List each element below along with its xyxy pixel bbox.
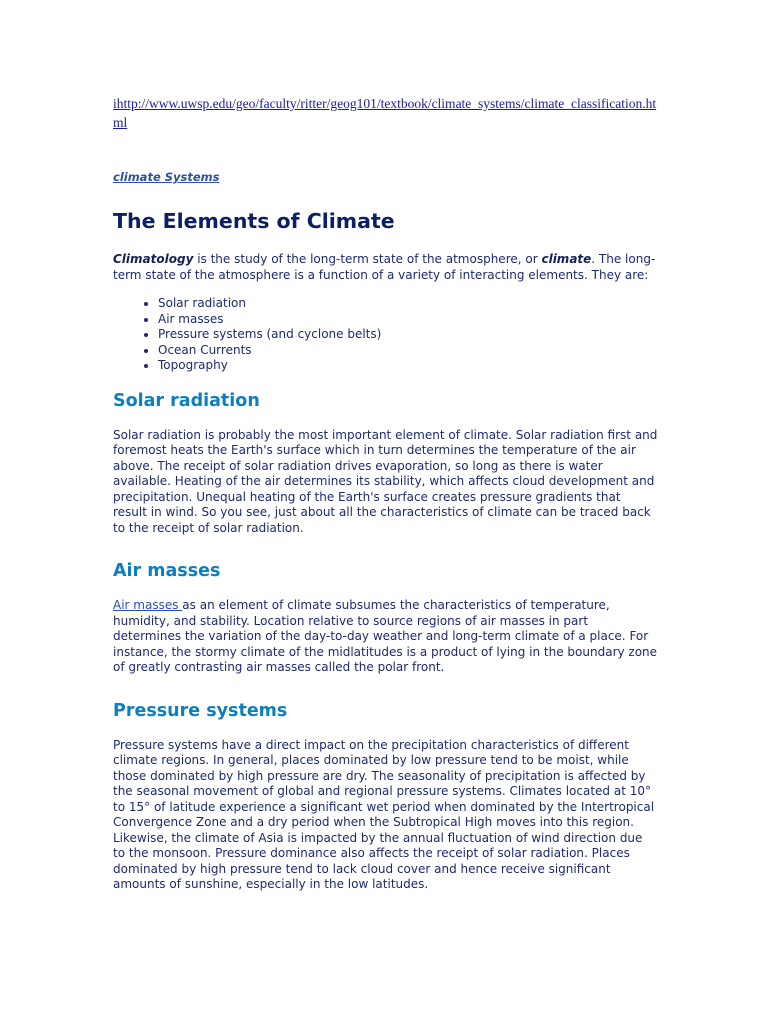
list-item: • Topography (158, 358, 658, 374)
elements-list (113, 296, 658, 374)
air-masses-text: as an element of climate subsumes the characteristics of temperature, humidity, and stability. Location relative to source regions of air masses in part determines the variation of the day-to-day weather and long-term climate of a place. For instance, the stormy climate of the midlatitudes is a product of lying in the boundary zone of greatly contrasting air masses called the polar front. (113, 598, 658, 674)
pressure-systems-paragraph: Pressure systems have a direct impact on the precipitation characteristics of different climate regions. In general, places dominated by low pressure tend to be moist, while those dominated by high pressure are dry. The seasonality of precipitation is affected by the seasonal movement of global and regional pressure systems. Climates located at 10° to 15° of latitude experience a significant wet period when dominated by the Intertropical Convergence Zone and a dry period when the Subtropical High moves into this region. Likewise, the climate of Asia is impacted by the annual fluctuation of wind direction due to the monsoon. Pressure dominance also affects the receipt of solar radiation. Places dominated by high pressure tend to lack cloud cover and hence receive significant amounts of sunshine, especially in the low latitudes. (113, 737, 655, 891)
intro-text-1: is the study of the long-term state of the atmosphere, or (193, 252, 542, 266)
climate-systems-link[interactable]: climate Systems (113, 170, 220, 184)
solar-radiation-heading: Solar radiation (113, 390, 260, 411)
list-item: • Solar radiation (158, 296, 658, 312)
page-title: The Elements of Climate (113, 209, 395, 233)
list-item: • Pressure systems (and cyclone belts) (158, 327, 658, 343)
air-masses-paragraph (113, 598, 658, 676)
intro-text-2: . The long-term state of the atmosphere is a function of a variety of interacting elements. They are: (113, 252, 656, 282)
pressure-systems-heading: Pressure systems (113, 700, 288, 721)
list-item: • Air masses (158, 312, 658, 328)
climate-term: climate (541, 252, 592, 266)
source-url-link[interactable]: ihttp://www.uwsp.edu/geo/faculty/ritter/geog101/textbook/climate_systems/climate_classification.html (113, 96, 657, 130)
air-masses-heading: Air masses (113, 561, 221, 581)
document-page (113, 94, 658, 893)
solar-radiation-paragraph: Solar radiation is probably the most important element of climate. Solar radiation first and foremost heats the Earth's surface which in turn determines the temperature of the air above. The receipt of solar radiation drives evaporation, so long as there is water available. Heating of the air determines its stability, which affects cloud development and precipitation. Unequal heating of the Earth's surface creates pressure gradients that result in wind. So you see, just about all the characteristics of climate can be traced back to the receipt of solar radiation. (113, 427, 658, 535)
air-masses-link[interactable]: Air masses (113, 598, 183, 612)
climatology-term: Climatology (113, 252, 194, 266)
intro-paragraph (113, 252, 658, 283)
list-item: • Ocean Currents (158, 343, 658, 359)
